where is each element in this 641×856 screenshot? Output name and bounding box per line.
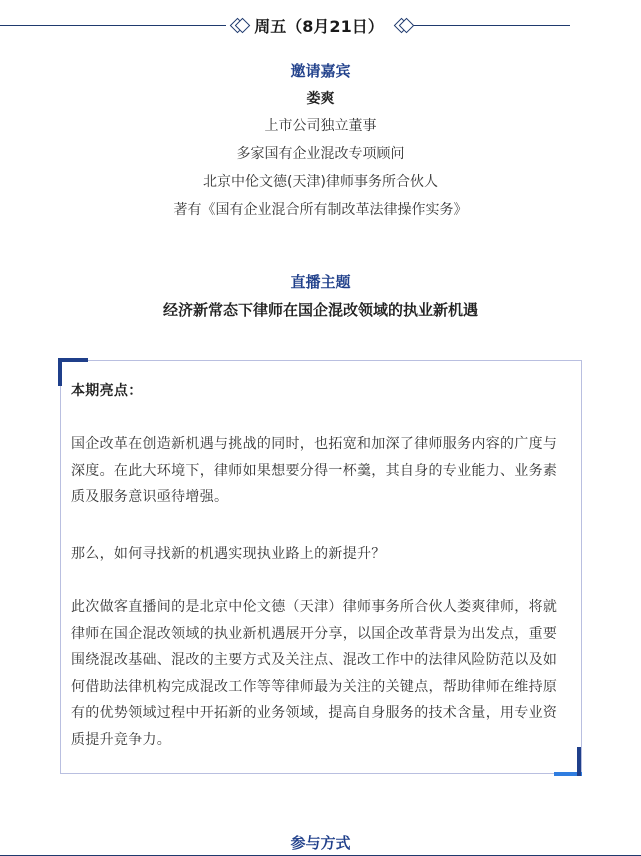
guest-title-line: 上市公司独立董事 (264, 118, 377, 134)
corner-accent (58, 358, 62, 386)
header-divider-right (414, 25, 570, 26)
highlights-paragraph: 国企改革在创造新机遇与挑战的同时，也拓宽和加深了律师服务内容的广度与深度。在此大环境下，律师如果想要分得一杯羹，其自身的专业能力、业务素质及服务意识亟待增强。 (71, 436, 558, 505)
highlights-paragraph: 那么，如何寻找新的机遇实现执业路上的新提升？ (71, 546, 386, 562)
guest-title-line: 著有《国有企业混合所有制改革法律操作实务》 (173, 202, 468, 218)
header-divider-left (0, 25, 226, 26)
participation-section-title: 参与方式 (290, 834, 351, 852)
guest-section-title: 邀请嘉宾 (290, 62, 351, 80)
highlights-paragraph: 此次做客直播间的是北京中伦文德（天津）律师事务所合伙人娄爽律师，将就律师在国企混改领域的执业新机遇展开分享，以国企改革背景为出发点，重要围绕混改基础、混改的主要方式及关注点、混改工作中的法律风险防范以及如何借助法律机构完成混改工作等等律师最为关注的关键点，帮助律师在维持原有的优势领域过程中开拓新的业务领域，提高自身服务的技术含量，用专业资质提升竞争力。 (71, 599, 558, 748)
highlights-title: 本期亮点： (71, 383, 143, 399)
topic-section-title: 直播主题 (290, 273, 351, 291)
guest-title-line: 北京中伦文德(天津)律师事务所合伙人 (203, 174, 438, 190)
guest-title-line: 多家国有企业混改专项顾问 (236, 146, 405, 162)
guest-name: 娄爽 (306, 91, 335, 107)
corner-accent (60, 358, 88, 362)
day-title: 周五（8月21日） (254, 17, 384, 36)
topic-text: 经济新常态下律师在国企混改领域的执业新机遇 (162, 301, 478, 319)
corner-accent (577, 747, 581, 776)
